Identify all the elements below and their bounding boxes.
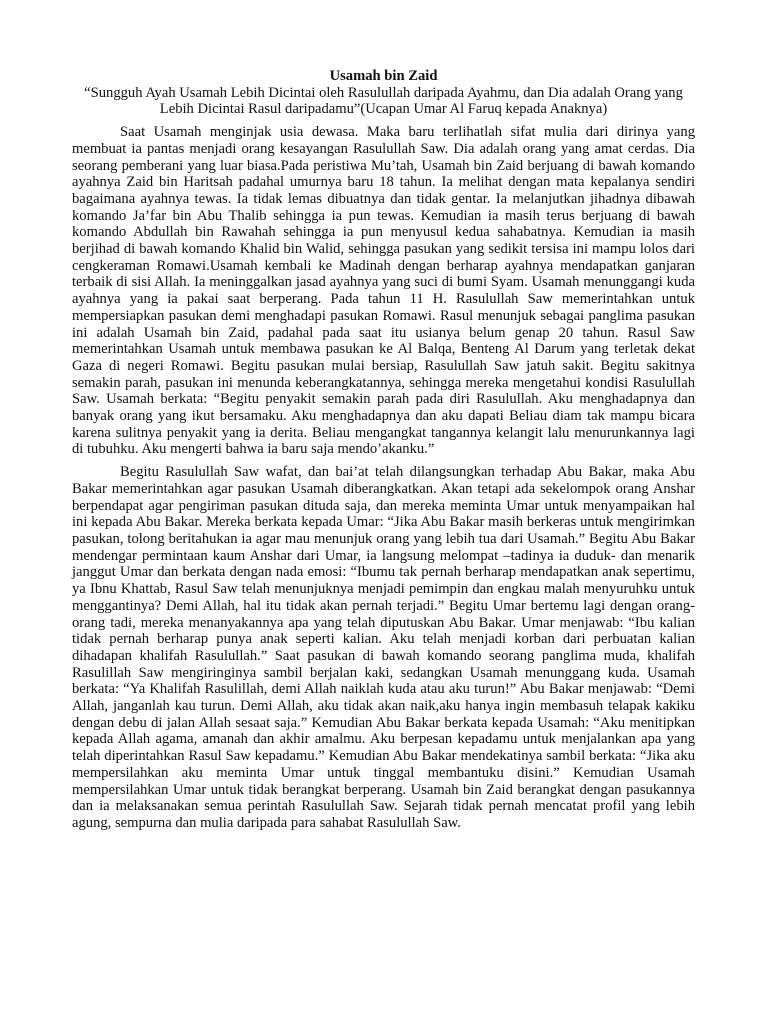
document-title: Usamah bin Zaid <box>329 68 438 84</box>
document-subtitle: “Sungguh Ayah Usamah Lebih Dicintai oleh Rasulullah daripada Ayahmu, dan Dia adalah Orang yang Lebih Dicintai Rasul daripadamu”(Ucapan Umar Al Faruq kepada Anaknya) <box>84 84 683 118</box>
document-page <box>72 68 695 838</box>
paragraph-1: Saat Usamah menginjak usia dewasa. Maka baru terlihatlah sifat mulia dari dirinya yang membuat ia pantas menjadi orang kesayangan Rasulullah Saw. Dia adalah orang yang amat cerdas. Dia seorang pemberani yang luar biasa.Pada peristiwa Mu’tah, Usamah bin Zaid berjuang di bawah komando ayahnya Zaid bin Haritsah padahal umurnya baru 18 tahun. Ia melihat dengan mata kepalanya sendiri bagaimana ayahnya tewas. Ia tidak lemas dibuatnya dan tidak gentar. Ia melanjutkan jihadnya dibawah komando Ja’far bin Abu Thalib sehingga ia pun tewas. Kemudian ia masih terus berjuang di bawah komando Abdullah bin Rawahah sehingga ia pun menyusul kedua sahabatnya. Kemudian ia masih berjihad di bawah komando Khalid bin Walid, sehingga pasukan yang sedikit tersisa ini mampu lolos dari cengkeraman Romawi.Usamah kembali ke Madinah dengan berharap ayahnya mendapatkan ganjaran terbaik di sisi Allah. Ia meninggalkan jasad ayahnya yang suci di bumi Syam. Usamah menunggangi kuda ayahnya yang ia pakai saat berperang. Pada tahun 11 H. Rasulullah Saw memerintahkan untuk mempersiapkan pasukan demi menghadapi pasukan Romawi. Rasul menunjuk sebagai panglima pasukan ini adalah Usamah bin Zaid, padahal pada saat itu usianya belum genap 20 tahun. Rasul Saw memerintahkan Usamah untuk membawa pasukan ke Al Balqa, Benteng Al Darum yang terletak dekat Gaza di negeri Romawi. Begitu pasukan mulai bersiap, Rasulullah Saw jatuh sakit. Begitu sakitnya semakin parah, pasukan ini menunda keberangkatannya, sehingga mereka mengetahui kondisi Rasulullah Saw. Usamah berkata: “Begitu penyakit semakin parah pada diri Rasulullah. Aku menghadapnya dan banyak orang yang ikut bersamaku. Aku menghadapnya dan aku dapati Beliau diam tak mampu bicara karena sulitnya penyakit yang ia derita. Beliau mengangkat tangannya kelangit lalu menurunkannya lagi di tubuhku. Aku mengerti bahwa ia baru saja mendo’akanku.” <box>72 124 695 458</box>
paragraph-2: Begitu Rasulullah Saw wafat, dan bai’at telah dilangsungkan terhadap Abu Bakar, maka Abu Bakar memerintahkan agar pasukan Usamah diberangkatkan. Akan tetapi ada sekelompok orang Anshar berpendapat agar pengiriman pasukan dituda saja, dan mereka meminta Umar untuk menyampaikan hal ini kepada Abu Bakar. Mereka berkata kepada Umar: “Jika Abu Bakar masih berkeras untuk mengirimkan pasukan, tolong beritahukan ia agar mau menunjuk orang yang lebih tua dari Usamah.” Begitu Abu Bakar mendengar permintaan kaum Anshar dari Umar, ia langsung melompat –tadinya ia duduk- dan menarik janggut Umar dan berkata dengan nada emosi: “Ibumu tak pernah berharap mendapatkan anak sepertimu, ya Ibnu Khattab, Rasul Saw telah menunjuknya menjadi pemimpin dan engkau malah menyuruhku untuk menggantinya? Demi Allah, hal itu tidak akan pernah terjadi.” Begitu Umar bertemu lagi dengan orang-orang tadi, mereka menanyakannya apa yang telah diputuskan Abu Bakar. Umar menjawab: “Ibu kalian tidak pernah berharap punya anak seperti kalian. Aku telah menjadi korban dari perbuatan kalian dihadapan khalifah Rasulullah.” Saat pasukan di bawah komando seorang panglima muda, khalifah Rasulillah Saw mengiringinya sambil berjalan kaki, sedangkan Usamah menunggang kuda. Usamah berkata: “Ya Khalifah Rasulillah, demi Allah naiklah kuda atau aku turun!” Abu Bakar menjawab: “Demi Allah, janganlah kau turun. Demi Allah, aku tidak akan naik,aku hanya ingin membasuh telapak kakiku dengan debu di jalan Allah sesaat saja.” Kemudian Abu Bakar berkata kepada Usamah: “Aku menitipkan kepada Allah agama, amanah dan akhir amalmu. Aku berpesan kepadamu untuk menjalankan apa yang telah diperintahkan Rasul Saw kepadamu.” Kemudian Abu Bakar mendekatinya sambil berkata: “Jika aku mempersilahkan aku meminta Umar untuk tinggal membantuku disini.” Kemudian Usamah mempersilahkan Umar untuk tidak berangkat berperang. Usamah bin Zaid berangkat dengan pasukannya dan ia melaksanakan semua perintah Rasulullah Saw. Sejarah tidak pernah mencatat profil yang lebih agung, sempurna dan mulia daripada para sahabat Rasulullah Saw. <box>72 464 695 831</box>
